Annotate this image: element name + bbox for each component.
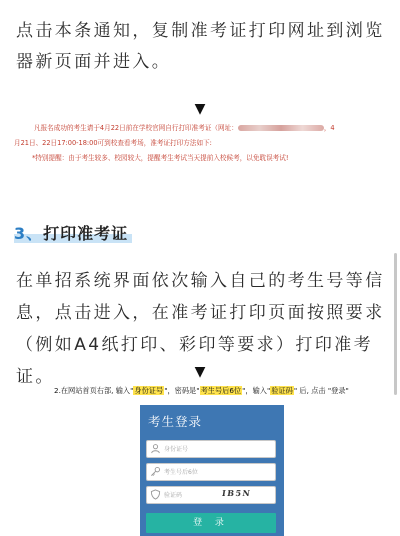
key-icon xyxy=(150,466,161,477)
intro-paragraph: 点击本条通知，复制准考证打印网址到浏览器新页面并进入。 xyxy=(16,21,385,72)
notice-line-1: 凡报名成功的考生请于4月22日前在学校官网自行打印准考证（网址： ，4 xyxy=(34,124,335,132)
captcha-input[interactable] xyxy=(146,486,276,504)
notice-line-2: 月21日、22日17:00-18:00可到校查看考场，准考证打印方法如下: xyxy=(14,139,212,147)
section-number: 3、 xyxy=(14,224,44,243)
down-arrow-icon: ▼ xyxy=(194,101,206,117)
highlight-password: 考生号后6位 xyxy=(200,386,242,395)
blurred-url xyxy=(238,125,324,131)
notice-image xyxy=(14,121,386,166)
highlight-id-number: 身份证号 xyxy=(134,386,164,395)
notice-line-3: *特别提醒：由于考生较多、校园较大，提醒考生考试当天提前入校候考，以免耽误考试! xyxy=(32,154,289,162)
login-button[interactable]: 登 录 xyxy=(146,513,276,533)
shield-icon xyxy=(150,489,161,500)
login-title: 考生登录 xyxy=(148,414,203,429)
password-placeholder: 考生号后6位 xyxy=(164,469,198,476)
login-instruction: 2.在网站首页右部, 输入"身份证号"，密码是"考生号后6位"，输入"验证码" 后, 点击 "登录" xyxy=(54,386,349,395)
section-heading xyxy=(14,221,128,244)
captcha-image[interactable]: IB5N xyxy=(221,488,253,498)
captcha-placeholder: 验证码 xyxy=(164,492,183,499)
id-number-placeholder: 身份证号 xyxy=(164,446,189,453)
password-input[interactable] xyxy=(146,463,276,481)
highlight-captcha: 验证码 xyxy=(271,386,293,395)
id-number-input[interactable] xyxy=(146,440,276,458)
login-panel xyxy=(140,405,284,536)
section-title: 打印准考证 xyxy=(43,224,129,243)
body-paragraph: 在单招系统界面依次输入自己的考生号等信息，点击进入，在准考证打印页面按照要求（例如A4纸打印、彩印等要求）打印准考证。 xyxy=(16,271,385,387)
user-icon xyxy=(150,443,161,454)
down-arrow-icon: ▼ xyxy=(194,364,206,380)
